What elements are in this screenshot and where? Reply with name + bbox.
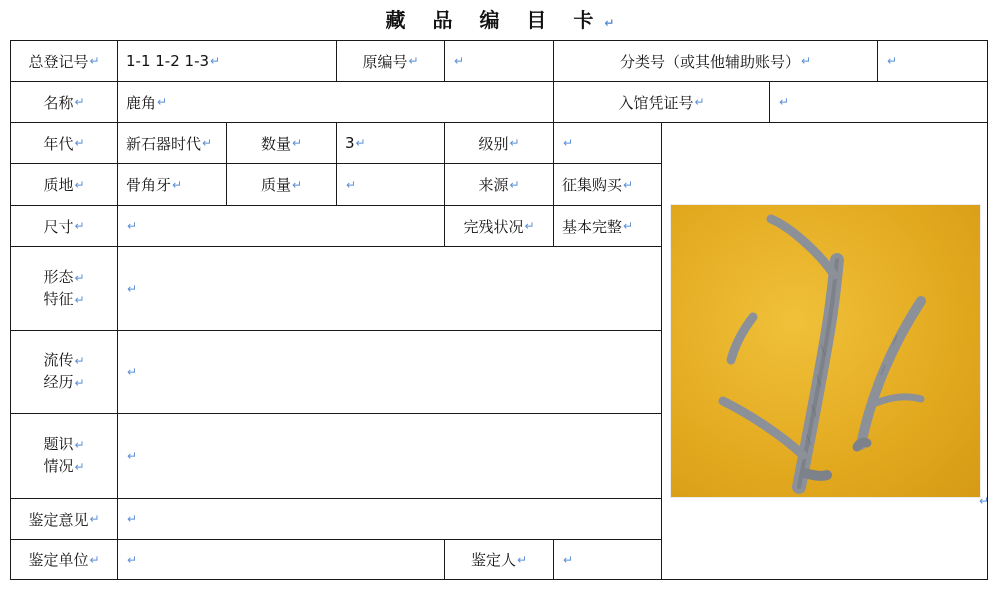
form-features-label: 形态↵ 特征↵ [10, 246, 118, 331]
card-title: 藏 品 编 目 卡↵ [385, 8, 615, 32]
inscription-label: 题识↵ 情况↵ [10, 413, 118, 499]
paragraph-mark: ↵ [979, 494, 990, 508]
name-label: 名称 ↵ [10, 81, 118, 123]
condition-value[interactable]: 基本完整 ↵ [553, 205, 662, 247]
name-value[interactable]: 鹿角 ↵ [117, 81, 554, 123]
entry-voucher-value[interactable]: ↵ [769, 81, 988, 123]
material-value[interactable]: 骨角牙 ↵ [117, 163, 227, 206]
grade-label: 级别 ↵ [444, 122, 554, 164]
history-value[interactable]: ↵ [117, 330, 662, 414]
register-no-label: 总登记号 ↵ [10, 40, 118, 82]
original-no-label: 原编号 ↵ [336, 40, 445, 82]
era-label: 年代 ↵ [10, 122, 118, 164]
appraisal-opinion-label: 鉴定意见 ↵ [10, 498, 118, 540]
weight-value[interactable]: ↵ [336, 163, 445, 206]
material-label: 质地 ↵ [10, 163, 118, 206]
entry-voucher-label: 入馆凭证号 ↵ [553, 81, 770, 123]
antler-illustration [671, 205, 980, 497]
quantity-label: 数量 ↵ [226, 122, 337, 164]
main-antler-top-tine [771, 219, 834, 275]
category-no-label: 分类号（或其他辅助账号） ↵ [553, 40, 878, 82]
right-antler [861, 301, 921, 445]
small-antler-fragment [731, 317, 753, 360]
main-antler-lower-tine [723, 401, 803, 455]
inscription-value[interactable]: ↵ [117, 413, 662, 499]
right-antler-tine [876, 397, 921, 403]
source-value[interactable]: 征集购买 ↵ [553, 163, 662, 206]
artifact-photo [670, 204, 981, 498]
appraiser-label: 鉴定人 ↵ [444, 539, 554, 580]
size-label: 尺寸 ↵ [10, 205, 118, 247]
history-label: 流传↵ 经历↵ [10, 330, 118, 414]
weight-label: 质量 ↵ [226, 163, 337, 206]
original-no-value[interactable]: ↵ [444, 40, 554, 82]
category-no-value[interactable]: ↵ [877, 40, 988, 82]
appraisal-opinion-value[interactable]: ↵ [117, 498, 662, 540]
quantity-value[interactable]: 3 ↵ [336, 122, 445, 164]
grade-value[interactable]: ↵ [553, 122, 662, 164]
appraisal-unit-value[interactable]: ↵ [117, 539, 445, 580]
condition-label: 完残状况 ↵ [444, 205, 554, 247]
form-features-value[interactable]: ↵ [117, 246, 662, 331]
register-no-value[interactable]: 1-1 1-2 1-3 ↵ [117, 40, 337, 82]
appraisal-unit-label: 鉴定单位 ↵ [10, 539, 118, 580]
appraiser-value[interactable]: ↵ [553, 539, 662, 580]
size-value[interactable]: ↵ [117, 205, 445, 247]
era-value[interactable]: 新石器时代 ↵ [117, 122, 227, 164]
source-label: 来源 ↵ [444, 163, 554, 206]
